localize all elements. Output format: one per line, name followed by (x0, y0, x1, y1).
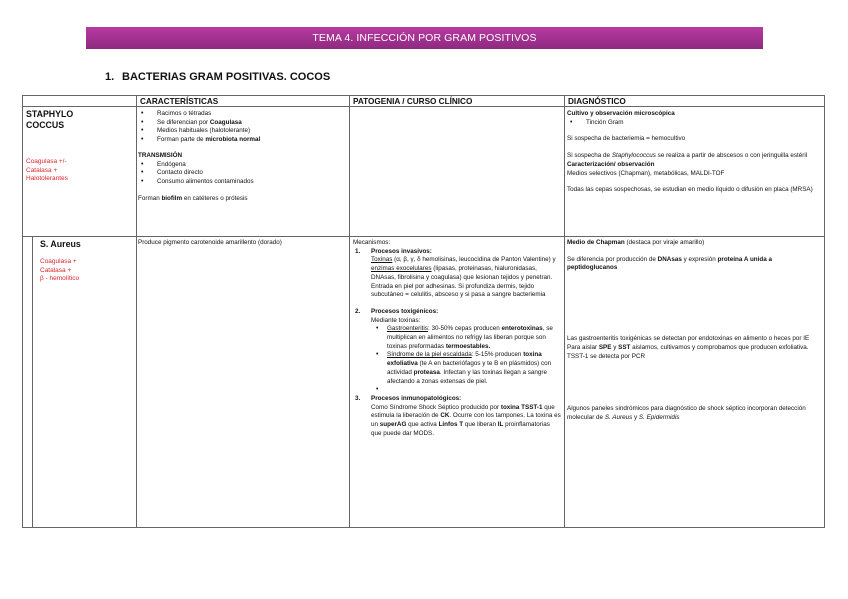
table-border-left (22, 95, 23, 528)
header-caracteristicas: CARACTERÍSTICAS (140, 97, 219, 106)
table-border-right (824, 95, 825, 528)
diag-paragraph: Todas las cepas sospechosas, se estudian en medio líquido o difusión en placa (MRSA) (567, 186, 813, 194)
diag-paragraph: Si sospecha de Staphylococcus se realiza a partir de abscesos o con jeringuilla estéril (567, 152, 808, 160)
staph-prop: Catalasa + (26, 166, 58, 174)
bacteria-table (22, 95, 825, 528)
aureus-patogenia (353, 239, 561, 438)
list-item: • Consumo alimentos contaminados (138, 178, 346, 187)
aureus-caracteristicas: Produce pigmento carotenoide amarillento (dorado) (138, 239, 282, 246)
diag-paragraph: Medios selectivos (Chapman), metabólicas, MALDI-TOF (567, 169, 725, 177)
list-item: • Forman parte de microbiota normal (138, 136, 346, 145)
section-number: 1. (105, 71, 115, 83)
subrow-indent-line (32, 236, 33, 528)
aureus-prop: β - hemolítico (40, 275, 80, 283)
header-divider (22, 106, 825, 107)
staph-prop: Halotolerantes (26, 175, 68, 183)
biofilm-text: Forman biofilm en catéteres o prótesis (138, 194, 248, 202)
aureus-name-cell (40, 239, 132, 284)
list-item: • Se diferencian por Coagulasa (138, 119, 346, 128)
diag-paragraph: Cultivo y observación microscópica (567, 110, 675, 117)
list-item: • Racimos o tétradas (138, 110, 346, 119)
list-item: • Medios habituales (halotolerante) (138, 127, 346, 136)
aureus-prop: Coagulasa + (40, 258, 77, 265)
diag-paragraph: Medio de Chapman (destaca por viraje amarillo) (567, 239, 705, 246)
staph-diagnostico (567, 110, 823, 195)
staph-caracteristicas (138, 110, 346, 203)
list-item: 2. Procesos toxigénicos: Mediante toxinas: • Gastroenteritis: 30-50% cepas producen enterotoxinas, se multiplican en alimentos no refrigy las liberan porque son toxinas preformadas termoestables. • Síndrome de la piel escaldada: 5-15% producen toxina exfoliativa (te A en bacteriófagos y te B en plásmidos) con actividad proteasa. Infectan y las toxinas llegan a sangre afectando a zonas extensas de piel. • (353, 308, 561, 395)
staph-name-cell (26, 109, 126, 184)
staph-name: STAPHYLO COCCUS (26, 109, 74, 130)
aureus-diagnostico (567, 239, 823, 423)
diag-paragraph: Se diferencia por producción de DNAsas y expresión proteína A unida a peptidoglucanos (567, 255, 772, 272)
diag-paragraph: TSST-1 se detecta por PCR (567, 352, 646, 360)
diag-paragraph: Caracterización/ observación (567, 160, 655, 168)
table-border-bottom (22, 527, 825, 528)
list-item: • Gastroenteritis: 30-50% cepas producen enterotoxinas, se multiplican en alimentos no refrigy las liberan porque son toxinas preformadas termoestables. (371, 325, 561, 351)
table-border-top (22, 95, 825, 96)
mecanismos-intro: Mecanismos: (353, 239, 391, 246)
transmision-title: TRANSMISIÓN (138, 151, 183, 159)
diag-paragraph: Algunos paneles sindrómicos para diagnóstico de shock séptico incorporan detección molecular de S. Aureus y S. Epidermidis (567, 405, 806, 421)
staph-prop: Coagulasa +/- (26, 158, 67, 165)
section-heading: BACTERIAS GRAM POSITIVAS. COCOS (122, 71, 331, 83)
list-item: • Endógena (138, 161, 346, 170)
aureus-prop: Catalasa + (40, 266, 72, 274)
diag-paragraph: Si sospecha de bacteriemia = hemocultivo (567, 135, 686, 143)
section-title (105, 71, 330, 83)
diag-paragraph: Para aislar SPE y SST aislamos, cultivamos y comprobamos que producen exfoliativa. (567, 343, 809, 351)
header-diagnostico: DIAGNÓSTICO (568, 97, 626, 106)
column-divider-1 (136, 95, 137, 528)
header-patogenia: PATOGENIA / CURSO CLÍNICO (353, 97, 473, 106)
column-divider-3 (564, 95, 565, 528)
list-item: • Síndrome de la piel escaldada: 5-15% producen toxina exfoliativa (te A en bacteriófagos y te B en plásmidos) con actividad proteasa. Infectan y las toxinas llegan a sangre afectando a zonas extensas de piel. (371, 351, 561, 386)
row-divider (22, 236, 825, 237)
list-item: • Contacto directo (138, 169, 346, 178)
list-item: 1. Procesos invasivos: Toxinas (α, β, γ, δ hemolisinas, leucocidina de Panton Valentine) y enzimas exocelulares (lipasas, proteinasas, hialuronidasas, DNAsas, fibrolisina y coagulasa) que lesionan tejidos y penetran. Entrada en piel por adhesinas. Si profundiza dermis, tejido subcutáneo = celulitis, absceso y si pasa a sangre bacteriemia (355, 247, 556, 299)
column-divider-2 (349, 95, 350, 528)
list-item (371, 386, 561, 395)
diag-paragraph: Las gastroenteritis toxigénicas se detectan por endotoxinas en alimento o heces por IE (567, 335, 810, 343)
aureus-name: S. Aureus (40, 239, 81, 249)
list-item: 3. Procesos inmunopatológicos: Como Síndrome Shock Séptico producido por toxina TSST-1 que estimula la liberación de CK. Ocurre con los tampones. La toxina es un superAG que activa Linfos T que liberan IL proinflamatorias que puede dar MODS. (355, 394, 561, 437)
page-banner: TEMA 4. INFECCIÓN POR GRAM POSITIVOS (86, 27, 763, 49)
list-item: • Tinción Gram (567, 119, 823, 128)
